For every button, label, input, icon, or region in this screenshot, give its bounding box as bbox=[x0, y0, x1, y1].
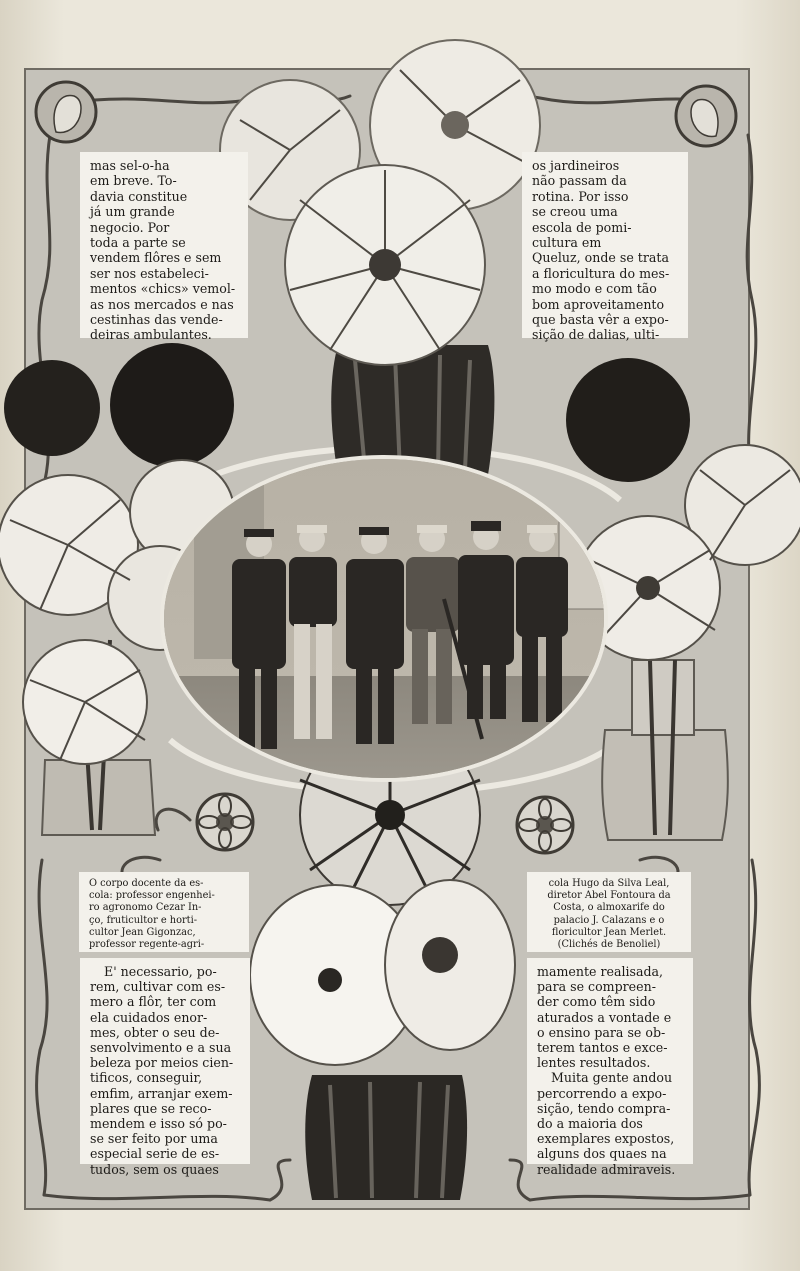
text-line: que basta vêr a expo- bbox=[532, 312, 669, 328]
text-line: Muita gente andou bbox=[551, 1070, 673, 1086]
text-line: realidade admiraveis. bbox=[537, 1161, 676, 1177]
text-line: mentos «chics» vemol- bbox=[90, 281, 236, 297]
text-line: aturados a vontade e bbox=[537, 1009, 672, 1025]
text-line: já um grande bbox=[90, 204, 175, 220]
flower-rosette-right bbox=[517, 797, 573, 853]
caption-line: floricultor Jean Merlet. bbox=[551, 926, 667, 938]
text-line: em breve. To- bbox=[90, 173, 177, 189]
text-line: exemplares expostos, bbox=[537, 1131, 675, 1147]
text-line: cultura em bbox=[532, 235, 602, 251]
text-line: do a maioria dos bbox=[537, 1116, 643, 1132]
text-line: mes, obter o seu de- bbox=[90, 1024, 220, 1040]
caption-line: cultor Jean Gigonzac, bbox=[89, 926, 196, 938]
text-line: senvolvimento e a sua bbox=[90, 1040, 232, 1056]
photo-credit: (Clichés de Benoliel) bbox=[557, 939, 661, 951]
text-line: E' necessario, po- bbox=[104, 964, 217, 979]
photo-figures bbox=[164, 459, 608, 782]
caption-line: cola: professor engenhei- bbox=[89, 890, 215, 902]
man-2 bbox=[289, 525, 337, 739]
dahlia-vase-bottom bbox=[250, 725, 515, 1200]
text-line: especial serie de es- bbox=[90, 1146, 220, 1162]
text-line: emfim, arranjar exem- bbox=[90, 1085, 233, 1101]
text-line: davia constitue bbox=[90, 188, 188, 204]
text-line: terem tantos e exce- bbox=[537, 1040, 668, 1056]
text-line: ser nos estabeleci- bbox=[90, 265, 209, 281]
text-line: der como têm sido bbox=[537, 994, 656, 1010]
caption-line: diretor Abel Fontoura da bbox=[547, 890, 671, 902]
text-line: mo modo e com tão bbox=[532, 281, 657, 297]
text-line: mero a flôr, ter com bbox=[90, 994, 217, 1010]
article-text-top-right bbox=[522, 152, 688, 343]
text-line: vendem flôres e sem bbox=[90, 250, 222, 266]
caption-line: ço, fruticultor e horti- bbox=[89, 914, 198, 926]
photo-caption-right bbox=[527, 872, 691, 952]
text-line: sição de dalias, ulti- bbox=[532, 327, 660, 343]
text-line: ela cuidados enor- bbox=[90, 1009, 208, 1025]
article-text-bottom-right bbox=[527, 958, 693, 1177]
text-line: mendem e isso só po- bbox=[90, 1116, 227, 1132]
text-line: percorrendo a expo- bbox=[537, 1085, 667, 1101]
text-line: rem, cultivar com es- bbox=[90, 979, 226, 995]
text-line: tificos, conseguir, bbox=[90, 1070, 203, 1086]
text-line: deiras ambulantes. bbox=[90, 327, 212, 343]
cameo-medallion-right bbox=[676, 86, 736, 146]
text-line: se creou uma bbox=[532, 204, 618, 220]
text-line: lentes resultados. bbox=[537, 1055, 651, 1071]
text-line: beleza por meios cien- bbox=[90, 1055, 234, 1071]
text-line: mamente realisada, bbox=[537, 964, 664, 979]
man-1 bbox=[232, 529, 286, 749]
group-photo-six-men bbox=[160, 455, 608, 782]
caption-line: Costa, o almoxarife do bbox=[553, 902, 665, 914]
text-line: rotina. Por isso bbox=[532, 188, 629, 204]
text-line: para se compreen- bbox=[537, 979, 656, 995]
man-3 bbox=[346, 527, 404, 744]
text-line: a floricultura do mes- bbox=[532, 265, 670, 281]
cameo-medallion-left bbox=[36, 82, 96, 142]
text-line: sição, tendo compra- bbox=[537, 1100, 671, 1116]
text-line: não passam da bbox=[532, 173, 627, 189]
caption-line: cola Hugo da Silva Leal, bbox=[548, 878, 670, 889]
text-line: escola de pomi- bbox=[532, 219, 632, 235]
text-line: alguns dos quaes na bbox=[537, 1146, 667, 1162]
dahlia-vase-top bbox=[220, 40, 540, 475]
text-line: se ser feito por uma bbox=[90, 1131, 218, 1147]
text-line: o ensino para se ob- bbox=[537, 1024, 666, 1040]
article-text-top-left bbox=[80, 152, 248, 343]
caption-line: palacio J. Calazans e o bbox=[553, 914, 665, 926]
text-line: plares que se reco- bbox=[90, 1100, 212, 1116]
flower-rosette-left bbox=[197, 794, 253, 850]
text-line: negocio. Por bbox=[90, 219, 170, 235]
caption-line: professor regente-agri- bbox=[89, 939, 205, 951]
caption-line: ro agronomo Cezar In- bbox=[89, 902, 202, 914]
text-line: tudos, sem os quaes bbox=[90, 1161, 219, 1177]
caption-line: O corpo docente da es- bbox=[89, 878, 204, 889]
photo-caption-left bbox=[79, 872, 249, 952]
text-line: bom aproveitamento bbox=[532, 296, 665, 312]
text-line: os jardineiros bbox=[532, 158, 620, 173]
article-text-bottom-left bbox=[80, 958, 250, 1177]
man-5 bbox=[458, 521, 514, 719]
text-line: toda a parte se bbox=[90, 235, 186, 251]
text-line: cestinhas das vende- bbox=[90, 312, 223, 328]
text-line: Queluz, onde se trata bbox=[532, 250, 669, 266]
text-line: mas sel-o-ha bbox=[90, 158, 170, 173]
text-line: as nos mercados e nas bbox=[90, 296, 234, 312]
